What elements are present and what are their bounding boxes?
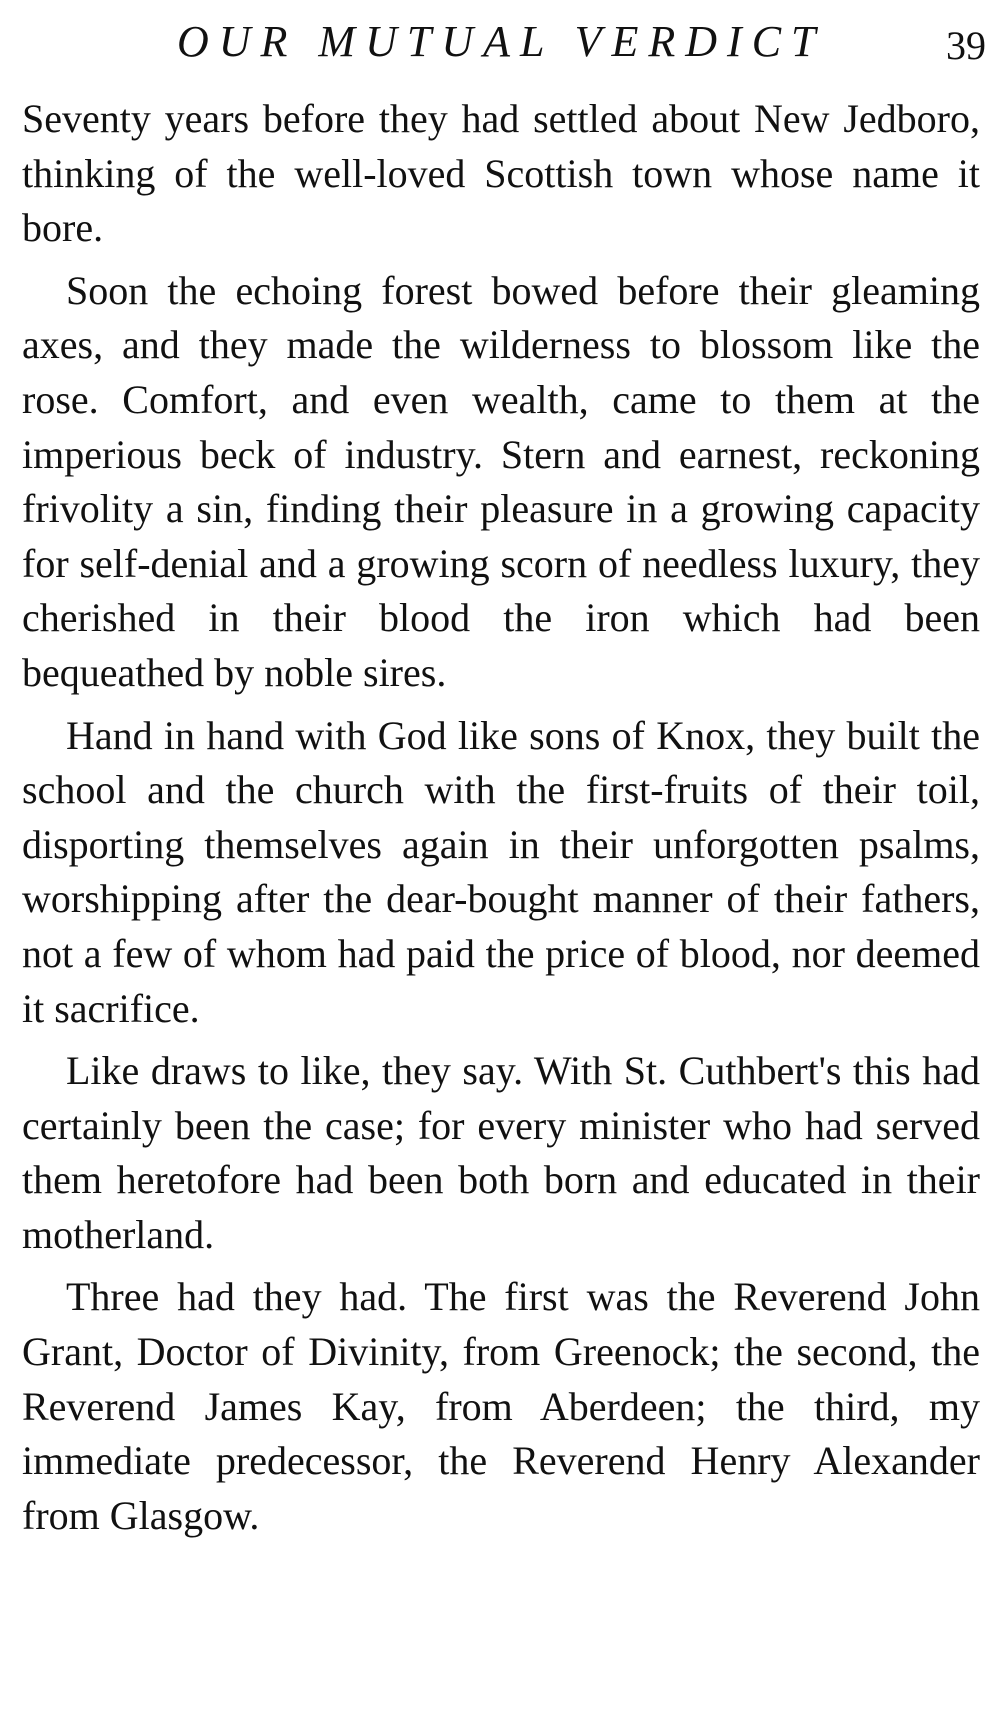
paragraph-forest: Soon the echoing forest bowed before their gleaming axes, and they made the wilderness to blossom like the rose. Comfort, and even wealth, came to them at the imperious beck of industry. Stern and earnest, reckoning frivolity a sin, finding their pleasure in a growing capacity for self-denial and a growing scorn of needless luxury, they cherished in their blood the iron which had been bequeathed by noble sires. — [22, 267, 980, 695]
paragraph-three-ministers: Three had they had. The first was the Reverend John Grant, Doctor of Divinity, from Greenock; the second, the Reverend James Kay, from Aberdeen; the third, my immediate predecessor, the Reverend Henry Alexander from Glasgow. — [22, 1274, 980, 1538]
body-text — [22, 92, 980, 1551]
running-head — [22, 14, 992, 74]
page-number: 39 — [946, 23, 986, 68]
paragraph-seventy-years: Seventy years before they had settled about New Jedboro, thinking of the well-loved Scottish town whose name it bore. — [22, 96, 980, 251]
running-title: OUR MUTUAL VERDICT — [177, 17, 826, 66]
paragraph-like-draws-to-like: Like draws to like, they say. With St. Cuthbert's this had certainly been the case; for every minister who had served them heretofore had been both born and educated in their motherland. — [22, 1048, 980, 1257]
paragraph-sons-of-knox: Hand in hand with God like sons of Knox, they built the school and the church with the first-fruits of their toil, disporting themselves again in their unforgotten psalms, worshipping after the dear-bought manner of their fathers, not a few of whom had paid the price of blood, nor deemed it sacrifice. — [22, 712, 980, 1031]
